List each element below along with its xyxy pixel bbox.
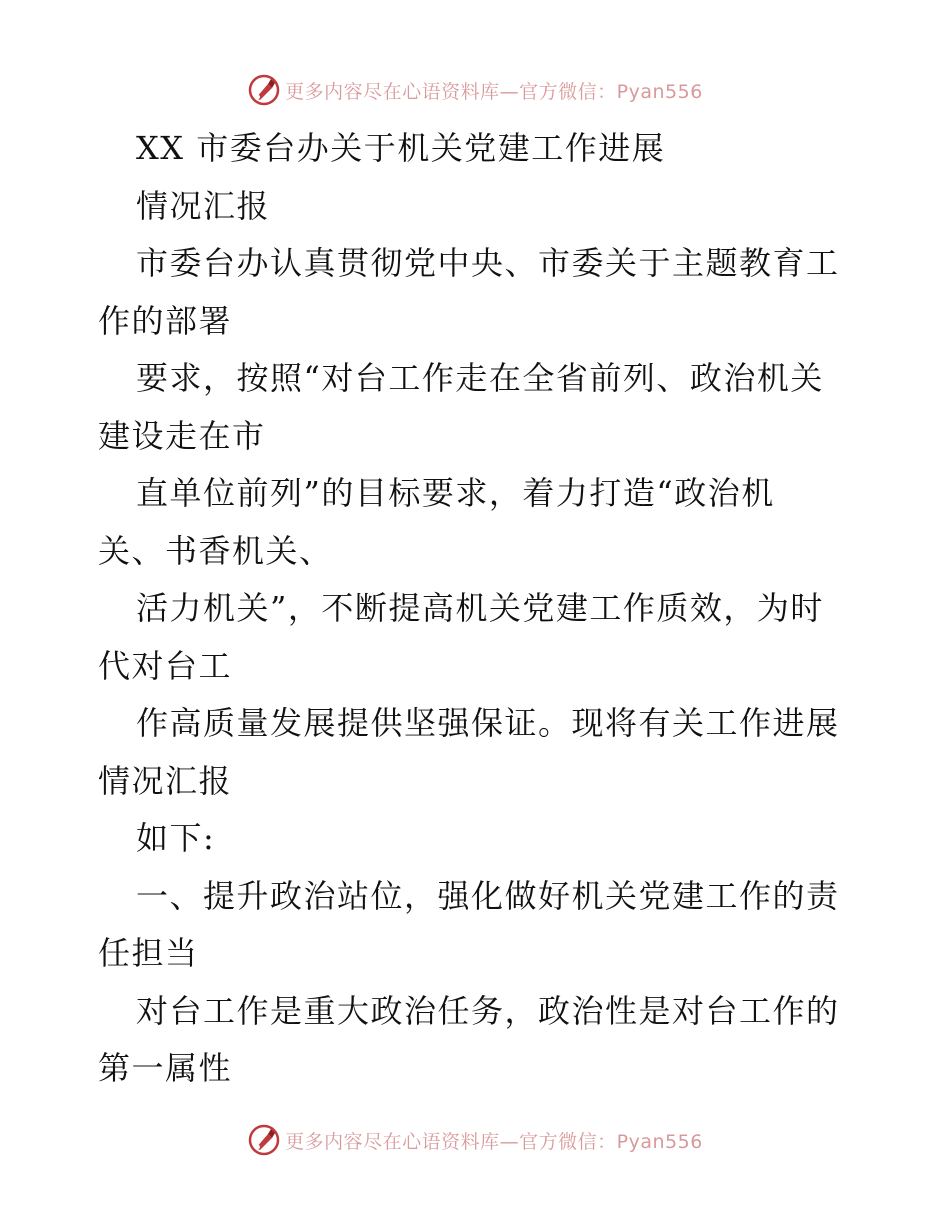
text-line: 如下: <box>136 819 216 857</box>
watermark-text: 更多内容尽在心语资料库—官方微信：Pyan556 <box>285 80 703 103</box>
text-line: 对台工作是重大政治任务，政治性是对台工作的 <box>136 991 840 1030</box>
pen-nib-icon <box>247 1123 281 1157</box>
text-line: 直单位前列”的目标要求，着力打造“政治机 <box>136 474 775 512</box>
text-line: XX 市委台办关于机关党建工作进展 <box>136 129 666 167</box>
text-line: 代对台工 <box>98 646 233 685</box>
document-body <box>98 120 858 1098</box>
text-line: 市委台办认真贯彻党中央、市委关于主题教育工 <box>136 244 840 282</box>
text-line: 一、提升政治站位，强化做好机关党建工作的责 <box>136 876 840 915</box>
footer-watermark <box>0 1120 950 1160</box>
text-line: 建设走在市 <box>98 416 266 455</box>
watermark-text: 更多内容尽在心语资料库—官方微信：Pyan556 <box>285 1130 703 1153</box>
text-line: 情况汇报 <box>136 186 271 225</box>
text-line: 第一属性 <box>98 1049 233 1087</box>
text-line: 任担当 <box>98 934 199 972</box>
text-line: 关、书香机关、 <box>98 531 333 570</box>
text-line: 要求，按照“对台工作走在全省前列、政治机关 <box>136 359 824 397</box>
text-line: 活力机关”，不断提高机关党建工作质效，为时 <box>136 589 824 627</box>
text-line: 作高质量发展提供坚强保证。现将有关工作进展 <box>136 704 840 742</box>
pen-nib-icon <box>247 73 281 107</box>
text-line: 情况汇报 <box>98 761 233 800</box>
text-line: 作的部署 <box>98 301 233 340</box>
header-watermark <box>0 70 950 110</box>
